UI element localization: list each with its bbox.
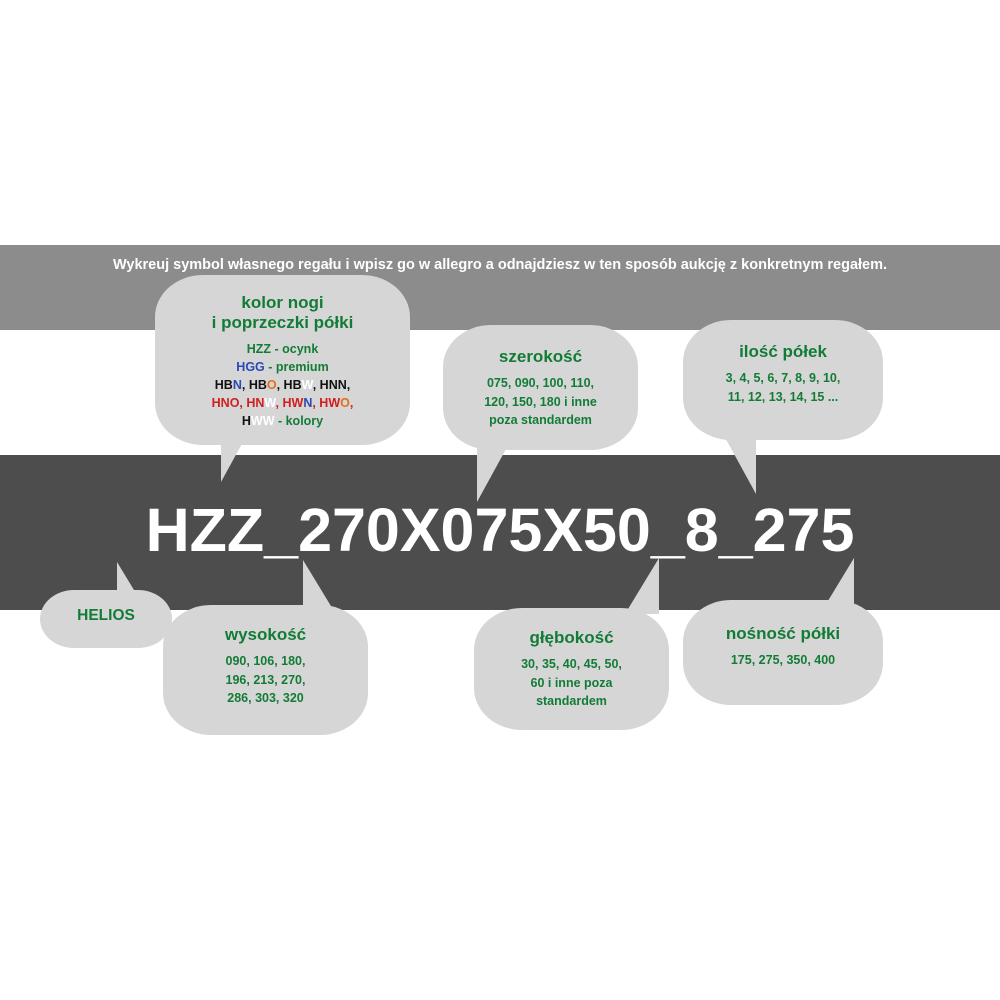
bubble-nosnosc-polki-body — [683, 651, 883, 669]
product-code: HZZ_270X075X50_8_275 — [145, 496, 855, 564]
bubble-szerokosc — [443, 325, 638, 450]
bubble-nosnosc-polki — [683, 600, 883, 705]
glebokosc-line-1: 30, 35, 40, 45, 50, — [521, 657, 622, 672]
glebokosc-line-3: standardem — [536, 693, 607, 708]
ilosc-polek-line-1: 3, 4, 5, 6, 7, 8, 9, 10, — [725, 371, 841, 386]
bubble-wysokosc-body — [163, 652, 368, 706]
ilosc-polek-line-2: 11, 12, 13, 14, 15 ... — [727, 389, 839, 404]
bubble-helios — [40, 590, 172, 648]
kolor-row-4: HNO, HNW, HWN, HWO, — [211, 396, 354, 411]
glebokosc-line-2: 60 i inne poza — [530, 675, 613, 690]
bubble-ilosc-polek — [683, 320, 883, 440]
headline-text: Wykreuj symbol własnego regału i wpisz go w allegro a odnajdziesz w ten sposób aukcję z konkretnym regałem. — [112, 257, 888, 273]
bubble-kolor-nogi-title-line1: kolor nogi — [241, 293, 324, 312]
bubble-kolor-nogi — [155, 275, 410, 445]
bubble-kolor-nogi-body — [155, 340, 410, 431]
bubble-ilosc-polek-title: ilość półek — [739, 342, 827, 361]
szerokosc-line-3: poza standardem — [489, 412, 592, 427]
bubble-ilosc-polek-body — [683, 369, 883, 405]
bubble-nosnosc-polki-title: nośność półki — [725, 624, 841, 643]
szerokosc-line-2: 120, 150, 180 i inne — [484, 394, 597, 409]
glebokosc-tail — [625, 558, 659, 614]
kolor-row-hzz: HZZ - ocynk — [246, 341, 319, 356]
wysokosc-line-2: 196, 213, 270, — [225, 672, 306, 687]
bubble-szerokosc-title: szerokość — [498, 347, 583, 366]
bubble-glebokosc-title: głębokość — [529, 628, 614, 647]
ilosc-polek-tail — [722, 432, 756, 494]
nosnosc-polki-line-1: 175, 275, 350, 400 — [730, 653, 836, 668]
bubble-kolor-nogi-title-line2: i poprzeczki półki — [211, 313, 354, 333]
bubble-szerokosc-body — [443, 374, 638, 428]
bubble-glebokosc-body — [474, 655, 669, 709]
wysokosc-line-3: 286, 303, 320 — [227, 690, 304, 705]
kolor-row-5: HWW - kolory — [241, 414, 324, 429]
bubble-glebokosc — [474, 608, 669, 730]
kolor-row-hgg: HGG - premium — [236, 359, 329, 374]
bubble-wysokosc-title: wysokość — [224, 625, 307, 644]
bubble-helios-label: HELIOS — [77, 607, 135, 624]
bubble-wysokosc — [163, 605, 368, 735]
wysokosc-line-1: 090, 106, 180, — [225, 654, 306, 669]
kolor-row-3: HBN, HBO, HBW, HNN, — [214, 378, 351, 393]
szerokosc-line-1: 075, 090, 100, 110, — [486, 376, 595, 391]
